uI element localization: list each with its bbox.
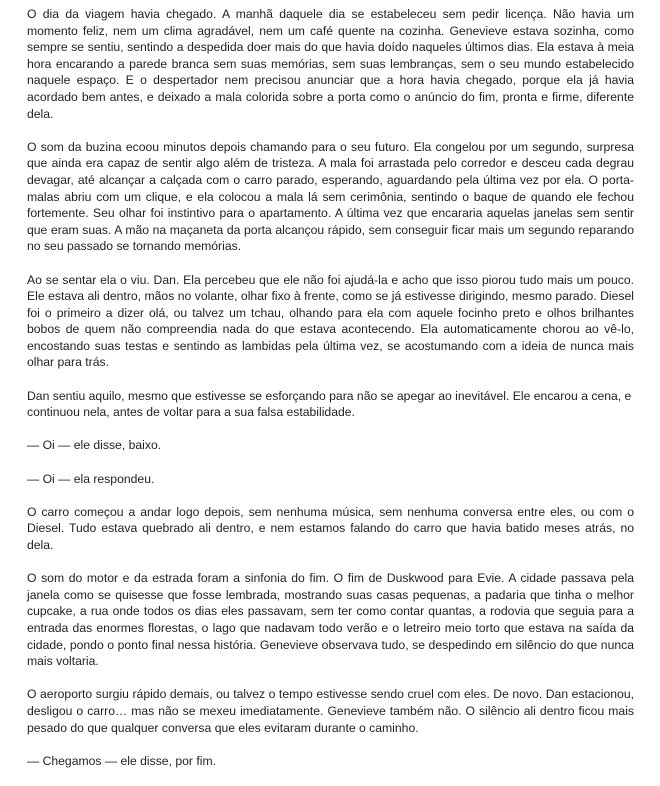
paragraph-airport: O aeroporto surgiu rápido demais, ou talvez o tempo estivesse sendo cruel com eles. De novo. Dan estacionou, desligou o carro… mas não se mexeu imediatamente. Genevieve também não. O silêncio ali dentro ficou mais pesado do que qualquer conversa que eles evitaram durante o caminho.: [27, 687, 634, 735]
paragraph-car-horn: O som da buzina ecoou minutos depois chamando para o seu futuro. Ela congelou por um segundo, surpresa que ainda era capaz de sentir algo além de tristeza. A mala foi arrastada pelo corredor e desceu cada degrau devagar, até alcançar a calçada com o carro parado, esperando, aguardando pela última vez por ela. O porta-malas abriu com um clique, e ela colocou a mala lá sem cerimônia, sentindo o baque de quando ele fechou fortemente. Seu olhar foi instintivo para o apartamento. A última vez que encararia aquelas janelas sem sentir que eram suas. A mão na maçaneta da porta alcançou rápido, sem conseguir ficar mais um segundo reparando no seu passado se tornando memórias.: [27, 139, 634, 254]
paragraph-departure-morning: O dia da viagem havia chegado. A manhã daquele dia se estabeleceu sem pedir licença. Não havia um momento feliz, nem um clima agradável, nem um café quente na cozinha. Genevieve estava sozinha, como sempre se sentiu, sentindo a despedida doer mais do que havia doído naqueles últimos dias. Ela estava à meia hora encarando a parede branca sem suas memórias, sem suas lembranças, sem o seu mundo estabelecido naquele espaço. E o despertador nem precisou anunciar que a hora havia chegado, porque ela já havia acordado bem antes, e deixado a mala colorida sobre a porta como o anúncio do fim, pronta e firme, diferente dela.: [27, 7, 634, 121]
paragraph-dan-felt: Dan sentiu aquilo, mesmo que estivesse se esforçando para não se apegar ao inevitável. Ele encarou a cena, e continuou nela, antes de voltar para a sua falsa estabilidade.: [27, 388, 632, 420]
paragraph-sees-dan: Ao se sentar ela o viu. Dan. Ela percebeu que ele não foi ajudá-la e acho que isso piorou tudo mais um pouco. Ele estava ali dentro, mãos no volante, olhar fixo à frente, como se já estivesse dirigindo, mesmo parado. Diesel foi o primeiro a dizer olá, ou talvez um tchau, olhando para ela com aquele focinho preto e olhos brilhantes bobos de quem não compreendia nada do que estava acontecendo. Ela automaticamente chorou ao vê-lo, encostando suas testas e sentindo as lambidas pela última vez, se acostumando com a ideia de nunca mais olhar para trás.: [27, 272, 634, 370]
dialogue-arrived: — Chegamos — ele disse, por fim.: [27, 753, 216, 768]
document-body: [27, 6, 634, 786]
dialogue-evie-hi: — Oi — ela respondeu.: [27, 471, 155, 486]
paragraph-car-starts: O carro começou a andar logo depois, sem nenhuma música, sem nenhuma conversa entre eles, ou com o Diesel. Tudo estava quebrado ali dentro, e nem estamos falando do carro que havia batido meses atrás, no dela.: [27, 504, 634, 552]
paragraph-leaving-duskwood: O som do motor e da estrada foram a sinfonia do fim. O fim de Duskwood para Evie. A cidade passava pela janela como se quisesse que fosse lembrada, mostrando suas casas pequenas, a padaria que tinha o melhor cupcake, a rua onde todos os dias eles passavam, sem ter como contar quantas, a rodovia que seguia para a entrada das enormes florestas, o lago que nadavam todo verão e o letreiro meio torto que estava na saída da cidade, pondo o ponto final nessa história. Genevieve observava tudo, se despedindo em silêncio do que nunca mais voltaria.: [27, 571, 634, 669]
dialogue-dan-hi: — Oi — ele disse, baixo.: [27, 438, 162, 453]
